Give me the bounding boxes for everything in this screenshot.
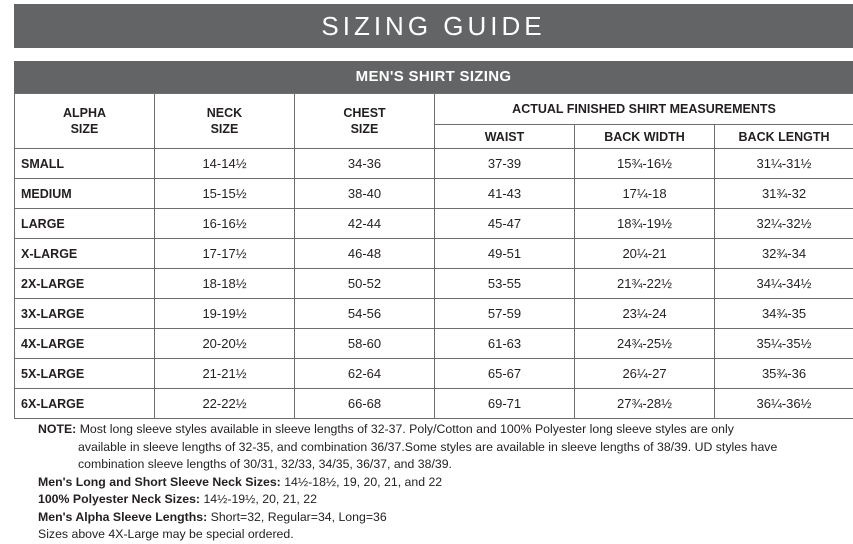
cell-waist: 41-43 xyxy=(435,179,575,209)
cell-back-width: 24¾-25½ xyxy=(575,329,715,359)
cell-neck: 20-20½ xyxy=(155,329,295,359)
cell-size: MEDIUM xyxy=(15,179,155,209)
sizing-guide-banner xyxy=(14,4,853,48)
mens-shirt-sizing-section xyxy=(14,61,853,419)
header-alpha-size: ALPHA SIZE xyxy=(15,94,155,149)
cell-chest: 34-36 xyxy=(295,149,435,179)
size-rows xyxy=(15,149,853,419)
sizing-table xyxy=(14,93,853,419)
cell-chest: 66-68 xyxy=(295,389,435,419)
cell-waist: 45-47 xyxy=(435,209,575,239)
header-waist: WAIST xyxy=(435,125,575,149)
cell-waist: 65-67 xyxy=(435,359,575,389)
note-line-2: available in sleeve lengths of 32-35, and combination 36/37.Some styles are available in sleeve lengths of 38/39. UD styles have xyxy=(38,439,853,457)
cell-waist: 57-59 xyxy=(435,299,575,329)
header-neck-size: NECK SIZE xyxy=(155,94,295,149)
cell-size: X-LARGE xyxy=(15,239,155,269)
header-chest-size: CHEST SIZE xyxy=(295,94,435,149)
long-short-neck-sizes: Men's Long and Short Sleeve Neck Sizes: 14½-18½, 19, 20, 21, and 22 xyxy=(38,474,853,492)
header-measurements-group: ACTUAL FINISHED SHIRT MEASUREMENTS xyxy=(435,94,853,125)
cell-back-length: 31¼-31½ xyxy=(715,149,853,179)
cell-back-length: 34¾-35 xyxy=(715,299,853,329)
table-row xyxy=(15,269,853,299)
table-title: MEN'S SHIRT SIZING xyxy=(14,61,853,93)
cell-chest: 58-60 xyxy=(295,329,435,359)
table-row xyxy=(15,239,853,269)
cell-size: 5X-LARGE xyxy=(15,359,155,389)
table-row xyxy=(15,389,853,419)
cell-back-width: 21¾-22½ xyxy=(575,269,715,299)
cell-waist: 37-39 xyxy=(435,149,575,179)
cell-back-length: 36¼-36½ xyxy=(715,389,853,419)
polyester-neck-sizes: 100% Polyester Neck Sizes: 14½-19½, 20, 21, 22 xyxy=(38,491,853,509)
banner-title: SIZING GUIDE xyxy=(321,11,545,41)
cell-back-width: 18¾-19½ xyxy=(575,209,715,239)
cell-waist: 53-55 xyxy=(435,269,575,299)
cell-back-width: 27¾-28½ xyxy=(575,389,715,419)
table-row xyxy=(15,149,853,179)
cell-neck: 18-18½ xyxy=(155,269,295,299)
cell-back-length: 31¾-32 xyxy=(715,179,853,209)
cell-size: 3X-LARGE xyxy=(15,299,155,329)
table-row xyxy=(15,209,853,239)
note-label: NOTE: xyxy=(38,422,76,436)
cell-waist: 49-51 xyxy=(435,239,575,269)
table-row xyxy=(15,299,853,329)
cell-back-width: 23¼-24 xyxy=(575,299,715,329)
cell-back-length: 32¼-32½ xyxy=(715,209,853,239)
note-line-3: combination sleeve lengths of 30/31, 32/33, 34/35, 36/37, and 38/39. xyxy=(38,456,853,474)
cell-size: 4X-LARGE xyxy=(15,329,155,359)
note-paragraph: NOTE: Most long sleeve styles available in sleeve lengths of 32-37. Poly/Cotton and 100% Polyester long sleeve styles are only xyxy=(38,421,853,439)
cell-back-length: 32¾-34 xyxy=(715,239,853,269)
cell-chest: 38-40 xyxy=(295,179,435,209)
cell-back-length: 35¼-35½ xyxy=(715,329,853,359)
cell-waist: 61-63 xyxy=(435,329,575,359)
header-back-length: BACK LENGTH xyxy=(715,125,853,149)
cell-neck: 15-15½ xyxy=(155,179,295,209)
cell-size: LARGE xyxy=(15,209,155,239)
cell-neck: 22-22½ xyxy=(155,389,295,419)
cell-size: 6X-LARGE xyxy=(15,389,155,419)
special-order-note: Sizes above 4X-Large may be special ordered. xyxy=(38,526,853,544)
cell-chest: 54-56 xyxy=(295,299,435,329)
alpha-sleeve-lengths: Men's Alpha Sleeve Lengths: Short=32, Regular=34, Long=36 xyxy=(38,509,853,527)
cell-neck: 21-21½ xyxy=(155,359,295,389)
cell-back-length: 34¼-34½ xyxy=(715,269,853,299)
cell-back-length: 35¾-36 xyxy=(715,359,853,389)
cell-neck: 17-17½ xyxy=(155,239,295,269)
cell-size: SMALL xyxy=(15,149,155,179)
cell-chest: 62-64 xyxy=(295,359,435,389)
cell-back-width: 20¼-21 xyxy=(575,239,715,269)
cell-size: 2X-LARGE xyxy=(15,269,155,299)
cell-back-width: 15¾-16½ xyxy=(575,149,715,179)
table-row xyxy=(15,359,853,389)
cell-back-width: 17¼-18 xyxy=(575,179,715,209)
cell-chest: 50-52 xyxy=(295,269,435,299)
table-row xyxy=(15,329,853,359)
cell-neck: 14-14½ xyxy=(155,149,295,179)
header-back-width: BACK WIDTH xyxy=(575,125,715,149)
cell-waist: 69-71 xyxy=(435,389,575,419)
table-row xyxy=(15,179,853,209)
cell-back-width: 26¼-27 xyxy=(575,359,715,389)
cell-chest: 42-44 xyxy=(295,209,435,239)
cell-neck: 19-19½ xyxy=(155,299,295,329)
cell-chest: 46-48 xyxy=(295,239,435,269)
notes-section xyxy=(38,421,853,544)
cell-neck: 16-16½ xyxy=(155,209,295,239)
